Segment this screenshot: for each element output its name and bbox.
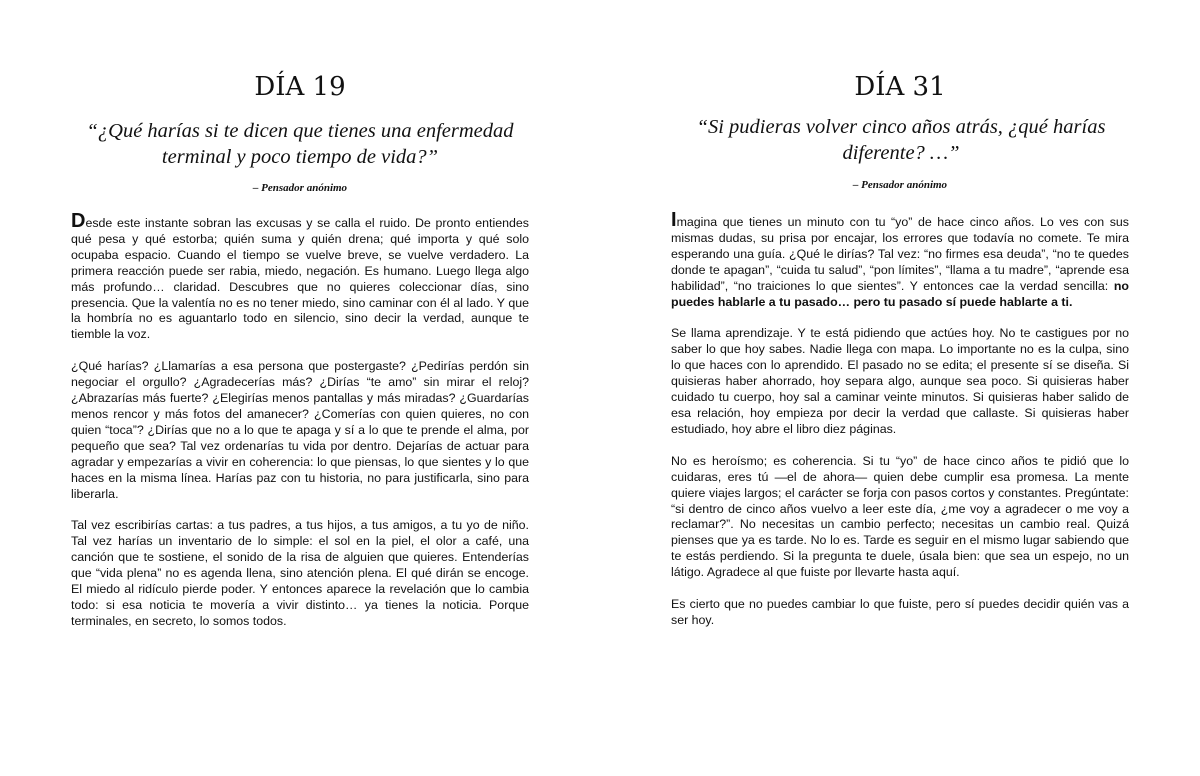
drop-cap: I xyxy=(671,209,677,231)
paragraph: No es heroísmo; es coherencia. Si tu “yo” de hace cinco años te pidió que lo cuidaras, eres tú —el de ahora— quien debe cumplir esa promesa. La mente quiere viajes largos; el carácter se forja con pasos cortos y constantes. Pregúntate: “si dentro de cinco años vuelvo a leer este día, ¿me voy a agradecer o me voy a reclamar?”. No necesitas un cambio perfecto; necesitas un cambio real. Quizá pienses que ya es tarde. No lo es. Tarde es seguir en el mismo lugar sabiendo que te estás perdiendo. Si la pregunta te duele, úsala bien: que sea un espejo, no un látigo. Agradece al que fuiste por llevarte hasta aquí. xyxy=(671,453,1129,580)
epigraph-quote: “Si pudieras volver cinco años atrás, ¿qué harías diferente? …” xyxy=(696,116,1106,164)
paragraph xyxy=(671,209,1129,310)
body-text xyxy=(71,210,529,646)
paragraph: Se llama aprendizaje. Y te está pidiendo que actúes hoy. No te castigues por no saber lo que hoy sabes. Nadie llega con mapa. Lo importante no es la culpa, sino lo que haces con lo aprendido. El pasado no se edita; el presente sí se diseña. Si quisieras haber ahorrado, hoy separa algo, aunque sea poco. Si quisieras haber cuidado tu cuerpo, hoy sal a caminar veinte minutos. Si quisieras haber salido de esa relación, hoy empieza por decir la verdad que callaste. Si quisieras haber estudiado, hoy abre el libro diez páginas. xyxy=(671,326,1129,436)
epigraph-quote: “¿Qué harías si te dicen que tienes una enfermedad terminal y poco tiempo de vida?” xyxy=(86,120,514,168)
paragraph-text: esde este instante sobran las excusas y se calla el ruido. De pronto entiendes qué pesa y qué estorba; quién suma y quién drena; qué importa y qué solo ocupaba espacio. Cuando el tiempo se vuelve breve, se vuelve verdadero. La primera reacción puede ser rabia, miedo, negación. Es humano. Luego llega algo más profundo… claridad. Descubres que no quieres coleccionar días, sino presencia. Que la valentía no es no tener miedo, sino caminar con él al lado. Y que la hombría no es aguantarlo todo en silencio, sino decir la verdad, aunque te tiemble la voz. xyxy=(71,216,529,342)
body-text xyxy=(671,209,1129,645)
paragraph xyxy=(71,210,529,343)
quote-attribution: – Pensador anónimo xyxy=(852,179,948,191)
paragraph: ¿Qué harías? ¿Llamarías a esa persona que postergaste? ¿Pedirías perdón sin negociar el orgullo? ¿Agradecerías más? ¿Dirías “te amo” sin mirar el reloj? ¿Abrazarías más fuerte? ¿Elegirías menos pantallas y más miradas? ¿Guardarías menos rencor y más fotos del amanecer? ¿Comerías con quien quieres, no con quien “toca”? ¿Dirías que no a lo que te apaga y sí a lo que te prende el alma, por pequeño que sea? Tal vez ordenarías tu vida por dentro. Dejarías de actuar para agradar y empezarías a vivir en coherencia: lo que piensas, lo que sientes y lo que haces en la misma línea. Harías paz con tu historia, no para justificarla, sino para liberarla. xyxy=(71,359,529,501)
paragraph-emphasis: no puedes hablarle a tu pasado… pero tu pasado sí puede hablarte a ti. xyxy=(671,278,1129,309)
day-title: DÍA 19 xyxy=(254,72,346,102)
right-page xyxy=(600,0,1200,776)
paragraph: Es cierto que no puedes cambiar lo que fuiste, pero sí puedes decidir quién vas a ser hoy. xyxy=(671,597,1129,627)
paragraph-text: magina que tienes un minuto con tu “yo” de hace cinco años. Lo ves con sus mismas dudas, su prisa por encajar, los errores que todavía no comete. Te mira esperando una guía. ¿Qué le dirías? Tal vez: “no firmes esa deuda”, “no te quedes donde te apagan”, “cuida tu salud”, “pon límites”, “llama a tu madre”, “aprende esa habilidad”, “no traiciones lo que sientes”. Y entonces cae la verdad sencilla: xyxy=(671,215,1129,293)
quote-attribution: – Pensador anónimo xyxy=(252,182,348,194)
paragraph: Tal vez escribirías cartas: a tus padres, a tus hijos, a tus amigos, a tu yo de niño. Tal vez harías un inventario de lo simple: el sol en la piel, el olor a café, una canción que te sostiene, el sonido de la risa de alguien que quieres. Entenderías que “vida plena” no es agenda llena, sino atención plena. El qué dirán se encoge. El miedo al ridículo pierde poder. Y entonces aparece la revelación que lo cambia todo: si esa noticia te movería a vivir distinto… ya tienes la noticia. Porque terminales, en secreto, lo somos todos. xyxy=(71,518,529,628)
day-title: DÍA 31 xyxy=(854,72,946,102)
drop-cap: D xyxy=(71,210,86,232)
